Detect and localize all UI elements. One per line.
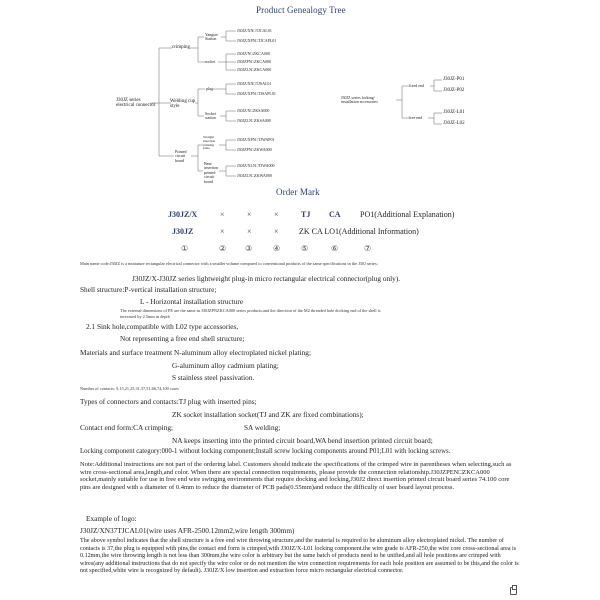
order-placeholder: × [220, 210, 225, 219]
explanation-line: Shell structure:P-vertical installation structure; [80, 285, 217, 294]
order-index-7: ⑦ [364, 244, 372, 253]
example-line: J30JZ/XN37TJCAL01(wire uses AFR-2500.12mm2,wire length 300mm) [80, 526, 295, 535]
explanation-line: NA keeps inserting into the printed circuit board,WA bend insertion printed circuit board; [172, 436, 433, 445]
explanation-line: S stainless steel passivation. [172, 373, 255, 382]
tree-pcb-label: Printed circuit board [175, 149, 187, 163]
genealogy-tree-lines [0, 0, 600, 200]
tree-straight-insertion-label: Straight insertion printing plate [203, 135, 216, 151]
tree-part-number: J30JZ/XPN□TJCAPL01 [237, 38, 277, 43]
order-placeholder: × [247, 227, 252, 236]
tree-part-number: J30JZ-P01 [443, 77, 465, 82]
order-model: J30JZ [172, 227, 194, 236]
order-index-2: ② [219, 244, 227, 253]
order-placeholder: × [274, 210, 279, 219]
copy-icon[interactable] [510, 587, 517, 595]
explanation-line: increased by 2.5mm in depth [120, 314, 170, 319]
order-index-1: ① [181, 244, 189, 253]
order-placeholder: × [220, 227, 225, 236]
explanation-line: Main name code:J30JZ is a miniature rectangular electrical connector with a smaller volume compared to conventional products of the same specifications in the J30J series; [80, 261, 378, 266]
tree-part-number: J30JZ/N□ZKSA000 [237, 108, 270, 113]
example-label: Example of logo: [86, 514, 137, 523]
tree-bent-insertion-label: Bent insertion printed circuit board [204, 161, 218, 184]
note-paragraph: Note:Additional instructions are not part of the ordering label. Customers should indicate the specifications of the crimped wire in parentheses when selecting,such as wire cross-sectional area,length,and color. When there are special connection requirements, please provide the connection relationship.J30JZPEN□ZKCA000 socket,mainly suitable for use in free end wire swinging environments that require docking and locking,J30J2 direct insertion printed circuit board series 74.100 core pins are designed with a diameter of 0.4mm to reduce the diameter of PCB pads(0.55mm)and reduce the difficulty of user board layout process. [80, 461, 512, 492]
tree-part-number: J30JZ/XPN□TJWAP01 [237, 137, 275, 142]
order-row2-desc: ZK CA LO1(Additional Information) [299, 227, 419, 236]
order-code-ca: CA [329, 210, 341, 219]
tree-part-number: J30JZLN□ZKWA000 [237, 173, 272, 178]
order-model-x: J30JZ/X [168, 210, 198, 219]
tree-part-number: J30JZLN□ZKSA000 [237, 118, 271, 123]
order-row1-desc: PO1(Additional Explanation) [360, 210, 455, 219]
order-mark-title: Order Mark [276, 187, 320, 197]
tree-part-number: J30JZ/XN□TJSAL01 [237, 81, 272, 86]
explanation-line: The external dimensions of PE are the same as J30JZPNZKCA000 series products,and the direction of the M2 threaded hole docking end of the shell is [120, 308, 381, 313]
tree-part-number: J30JZPN□ZKCA000 [237, 59, 271, 64]
tree-part-number: J30JZ-L02 [443, 121, 465, 126]
order-index-5: ⑤ [301, 244, 309, 253]
tree-weld-plug-label: plug [206, 86, 214, 91]
tree-part-number: J30JZ-P02 [443, 88, 465, 93]
explanation-line: Types of connectors and contacts:TJ plug with inserted pins; [80, 397, 257, 406]
explanation-line: G-aluminum alloy cadmium plating; [172, 361, 279, 370]
tree-fixed-end-label: fixed end [409, 83, 424, 88]
page-title: Product Genealogy Tree [256, 5, 346, 15]
explanation-line: ZK socket installation socket(TJ and ZK are fixed combinations); [172, 410, 364, 419]
explanation-line: 2.1 Sink hole,compatible with L02 type accessories, [86, 322, 239, 331]
order-placeholder: × [274, 227, 279, 236]
tree-weld-socket-station-label: Socket station [205, 111, 216, 121]
explanation-line: SA welding; [244, 423, 281, 432]
tree-welding-label: Welding cup style [170, 99, 196, 110]
locking-component-line: Locking component category:000-1 without locking component;Install screw locking components around P01;L01 with locking screws. [80, 448, 451, 455]
tree-part-number: J30JZ/XLN□TJWA000 [237, 163, 275, 168]
final-paragraph: The above symbol indicates that the shell structure is a free end wire throwing structure,and the material is required to be aluminum alloy electroplated nickel. The number of contacts is 37,the plug is equipped with pins,the contact end form is crimped,with J30JZ/X-L01 locking component.the wire grade is AFR-250,the wire core cross-sectional area is 0.12mm,the wire throwing length is not less than 300mm,the wire color is arbitrary but the same batch of products need to be unified,and all hole positions are crimped with wires(any additional instructions that do not specify the wire color or do not mention the wire connection requirements for each hole position are assumed to be this,and the color is not specified,white wire is recognized by default). J30JZ/X low insertion and extraction force micro rectangular electrical connector. [80, 538, 519, 574]
explanation-line: J30JZ/X-J30JZ series lightweight plug-in micro rectangular electrical connector(plug only). [132, 274, 401, 283]
tree-part-number: J30JZLN□ZKCA000 [237, 67, 272, 72]
tree-part-number: J30JZ/XN□TJCAL01 [237, 28, 272, 33]
tree-part-number: J30JZ/N□ZKCA000 [237, 51, 270, 56]
tree-part-number: J30JZ-L01 [443, 110, 465, 115]
explanation-line: Contact end form:CA crimping; [80, 423, 174, 432]
tree-part-number: J30JZ/XPN□TJSAPL01 [237, 91, 276, 96]
explanation-line: L - Horizontal installation structure [140, 297, 244, 306]
order-index-4: ④ [273, 244, 281, 253]
order-index-6: ⑥ [331, 244, 339, 253]
explanation-line: Not representing a free end shell structure; [120, 334, 245, 343]
tree-accessories-root-label: J30JZ series locking/ installation accessories [341, 95, 378, 105]
explanation-line: Materials and surface treatment N-aluminum alloy electroplated nickel plating; [80, 348, 311, 357]
explanation-line: Number of contacts: 9,15,21,25,31,37,51,66,74,100 cores [80, 386, 179, 391]
order-code-tj: TJ [301, 210, 311, 219]
tree-crimp-socket-label: socket [205, 59, 216, 64]
order-placeholder: × [247, 210, 252, 219]
tree-yangtze-station-label: Yangtze Station [205, 32, 218, 42]
order-index-3: ③ [245, 244, 253, 253]
tree-crimping-label: crimping [172, 45, 191, 50]
tree-part-number: J30JZPN□ZKWA000 [237, 147, 272, 152]
tree-root-label: J30JZ series electrical connector [116, 98, 156, 109]
tree-free-end-label: free end [409, 115, 422, 120]
